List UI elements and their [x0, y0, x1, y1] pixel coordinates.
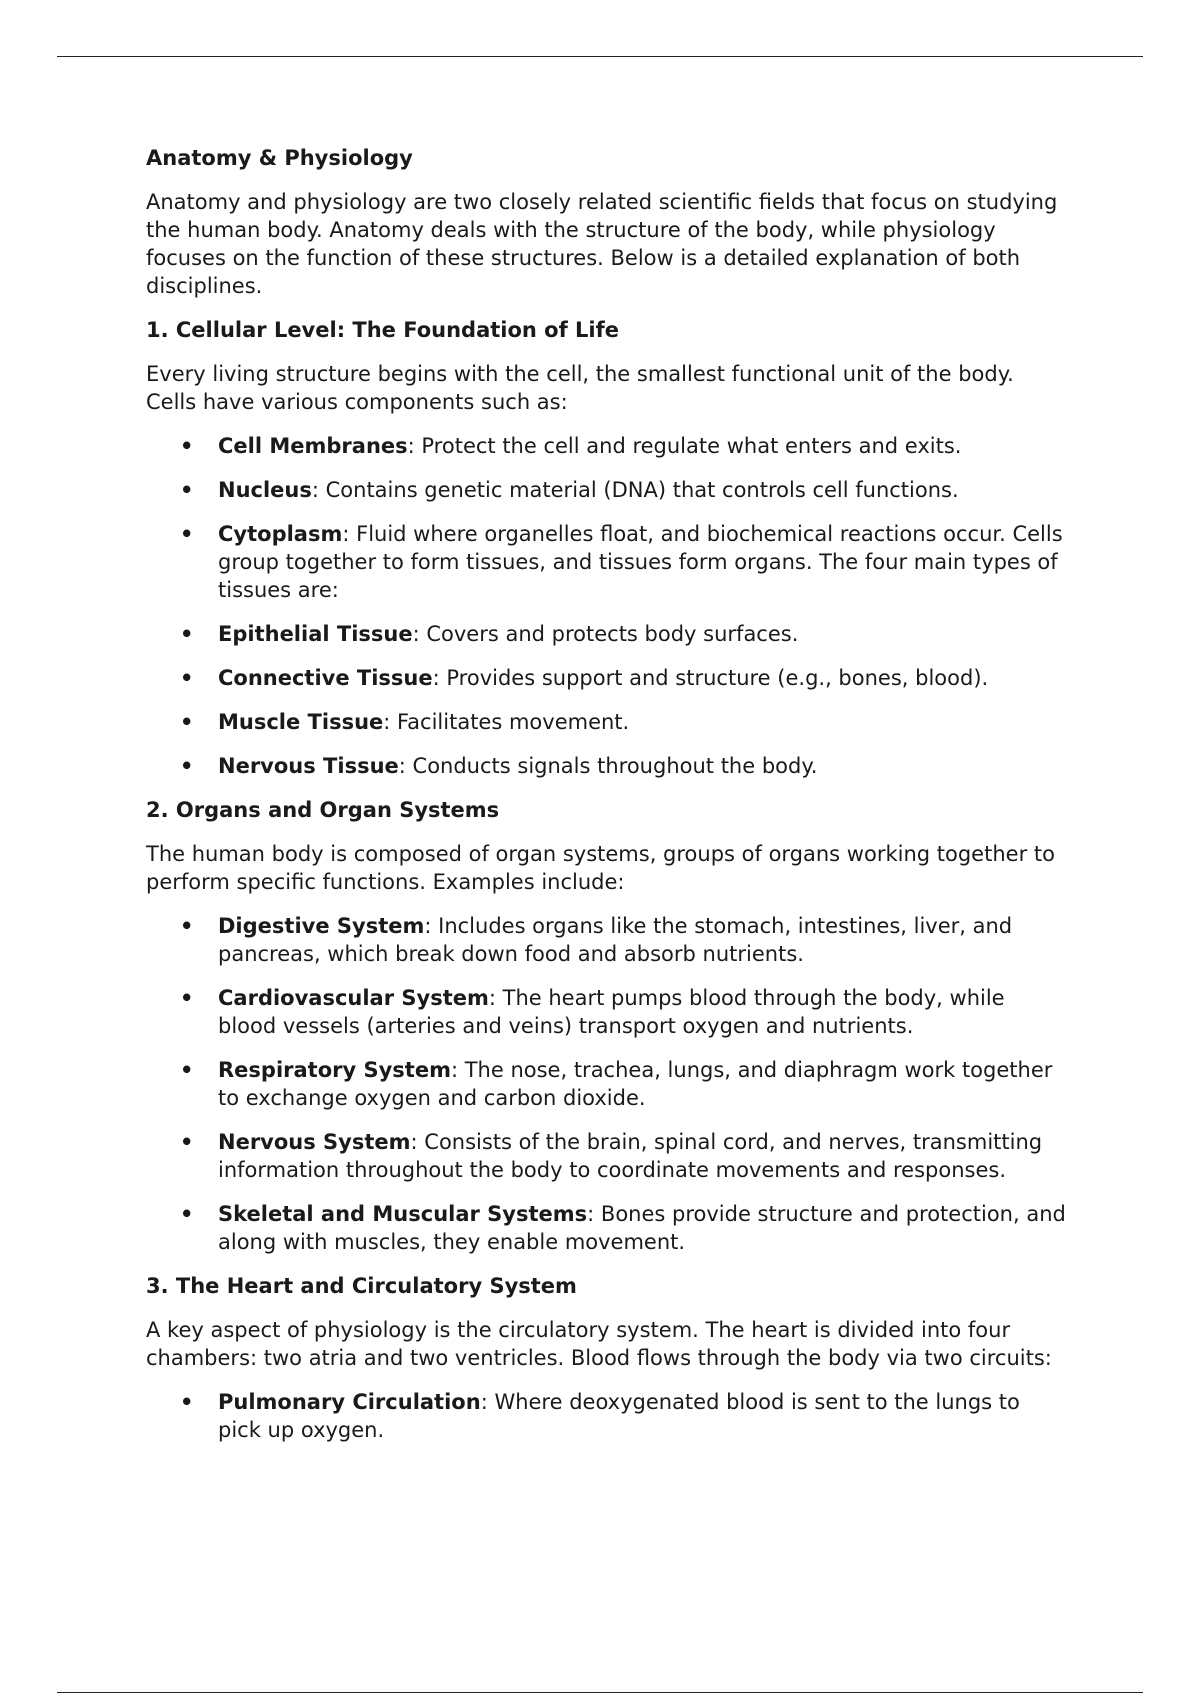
top-rule	[57, 56, 1143, 57]
item-term: Nervous System	[218, 1130, 411, 1154]
item-text: : Includes organs like the stomach, intestines, liver, and pancreas, which break down food and absorb nutrients.	[218, 914, 1013, 966]
list-item	[146, 1056, 1066, 1112]
list-item	[146, 664, 1066, 692]
bullet-icon: •	[180, 622, 194, 646]
section-paragraph: The human body is composed of organ systems, groups of organs working together to perform specific functions. Examples include:	[146, 842, 1055, 894]
bullet-icon: •	[180, 754, 194, 778]
item-text: : Bones provide structure and protection, and along with muscles, they enable movement.	[218, 1202, 1066, 1254]
bullet-icon: •	[180, 1390, 194, 1414]
item-text: : Provides support and structure (e.g., bones, blood).	[432, 666, 989, 690]
section-paragraph: Every living structure begins with the cell, the smallest functional unit of the body. Cells have various components such as:	[146, 362, 1014, 414]
list-item	[146, 1128, 1066, 1184]
item-text: : Fluid where organelles float, and biochemical reactions occur. Cells group together to form tissues, and tissues form organs. The four main types of tissues are:	[218, 522, 1063, 602]
item-term: Nucleus	[218, 478, 312, 502]
list-item	[146, 752, 1066, 780]
item-text: : Covers and protects body surfaces.	[412, 622, 799, 646]
item-term: Epithelial Tissue	[218, 622, 413, 646]
bullet-list	[146, 912, 1066, 1256]
item-text: : Conducts signals throughout the body.	[398, 754, 818, 778]
list-item	[146, 984, 1066, 1040]
list-item	[146, 912, 1066, 968]
item-term: Cardiovascular System	[218, 986, 489, 1010]
document-title: Anatomy & Physiology	[146, 146, 413, 170]
bullet-icon: •	[180, 434, 194, 458]
bullet-icon: •	[180, 1058, 194, 1082]
item-text: : Protect the cell and regulate what enters and exits.	[407, 434, 962, 458]
list-item	[146, 1388, 1066, 1444]
section-heading: 3. The Heart and Circulatory System	[146, 1274, 577, 1298]
item-term: Pulmonary Circulation	[218, 1390, 481, 1414]
item-text: : Where deoxygenated blood is sent to the lungs to pick up oxygen.	[218, 1390, 1020, 1442]
section-paragraph: A key aspect of physiology is the circulatory system. The heart is divided into four chambers: two atria and two ventricles. Blood flows through the body via two circuits:	[146, 1318, 1052, 1370]
item-text: : Facilitates movement.	[383, 710, 630, 734]
bullet-list	[146, 1388, 1066, 1444]
item-text: : The nose, trachea, lungs, and diaphragm work together to exchange oxygen and carbon dioxide.	[218, 1058, 1053, 1110]
list-item	[146, 432, 1066, 460]
bullet-icon: •	[180, 478, 194, 502]
bullet-icon: •	[180, 986, 194, 1010]
bullet-icon: •	[180, 522, 194, 546]
item-term: Nervous Tissue	[218, 754, 399, 778]
item-text: : Consists of the brain, spinal cord, and nerves, transmitting information throughout the body to coordinate movements and responses.	[218, 1130, 1043, 1182]
list-item	[146, 520, 1066, 604]
item-text: : The heart pumps blood through the body, while blood vessels (arteries and veins) transport oxygen and nutrients.	[218, 986, 1005, 1038]
list-item	[146, 708, 1066, 736]
list-item	[146, 620, 1066, 648]
item-term: Cytoplasm	[218, 522, 343, 546]
document-body	[146, 144, 1066, 1460]
section-heading: 2. Organs and Organ Systems	[146, 798, 500, 822]
item-text: : Contains genetic material (DNA) that controls cell functions.	[311, 478, 959, 502]
list-item	[146, 1200, 1066, 1256]
item-term: Digestive System	[218, 914, 425, 938]
bullet-icon: •	[180, 1202, 194, 1226]
bottom-rule	[57, 1692, 1143, 1693]
item-term: Connective Tissue	[218, 666, 433, 690]
list-item	[146, 476, 1066, 504]
section-heading: 1. Cellular Level: The Foundation of Life	[146, 318, 620, 342]
item-term: Cell Membranes	[218, 434, 408, 458]
item-term: Muscle Tissue	[218, 710, 384, 734]
bullet-icon: •	[180, 1130, 194, 1154]
item-term: Skeletal and Muscular Systems	[218, 1202, 588, 1226]
bullet-icon: •	[180, 914, 194, 938]
bullet-icon: •	[180, 666, 194, 690]
bullet-list	[146, 432, 1066, 780]
bullet-icon: •	[180, 710, 194, 734]
item-term: Respiratory System	[218, 1058, 451, 1082]
intro-paragraph: Anatomy and physiology are two closely related scientific fields that focus on studying the human body. Anatomy deals with the structure of the body, while physiology focuses on the function of these structures. Below is a detailed explanation of both disciplines.	[146, 190, 1058, 298]
